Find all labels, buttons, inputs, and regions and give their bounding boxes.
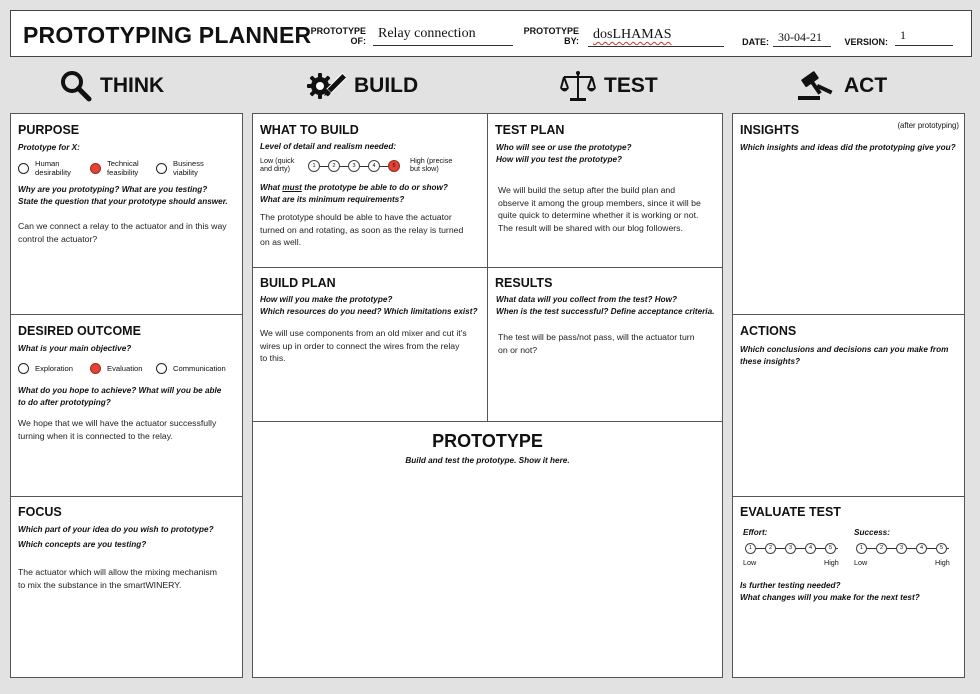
purpose-option-label-line: desirability: [35, 168, 71, 177]
purpose-option-label-line: feasibility: [107, 168, 139, 177]
results-title: RESULTS: [495, 276, 553, 290]
what-to-build-title: WHAT TO BUILD: [260, 123, 359, 137]
prototype-panel: [252, 421, 723, 678]
purpose-prototype-for: Prototype for X:: [18, 143, 80, 152]
what-to-build-level-question: Level of detail and realism needed:: [260, 142, 397, 151]
level-scale-option[interactable]: 2: [328, 160, 340, 172]
results-panel: [487, 267, 723, 422]
test-plan-title: TEST PLAN: [495, 123, 565, 137]
outcome-option-label: Exploration: [35, 364, 73, 373]
actions-question: [740, 344, 948, 368]
focus-panel: [10, 496, 243, 678]
purpose-answer[interactable]: [18, 220, 227, 245]
level-high-label-line: High (precise: [410, 156, 453, 165]
prototype-of-field[interactable]: Relay connection: [373, 26, 513, 46]
focus-answer-line: The actuator which will allow the mixing mechanism: [18, 567, 217, 577]
prototype-by-label-line1: PROTOTYPE: [523, 26, 579, 36]
test-plan-question-line: How will you test the prototype?: [496, 155, 622, 164]
desired-outcome-answer-line: turning when it is connected to the relay.: [18, 430, 173, 441]
test-plan-panel: [487, 113, 723, 268]
purpose-option-business[interactable]: [156, 159, 204, 177]
radio-circle: [156, 363, 167, 374]
radio-circle: [156, 163, 167, 174]
success-high-label: High: [935, 558, 950, 567]
actions-title: ACTIONS: [740, 324, 797, 338]
phase-build: [306, 70, 418, 102]
test-plan-answer-line: observe it among the group members, since it will be: [498, 197, 701, 208]
evaluate-test-title: EVALUATE TEST: [740, 505, 841, 519]
desired-outcome-question1: What is your main objective?: [18, 344, 132, 353]
results-question-line: What data will you collect from the test? How?: [496, 295, 678, 304]
purpose-option-label-line: viability: [173, 168, 198, 177]
test-plan-question-line: Who will see or use the prototype?: [496, 143, 632, 152]
magnifier-icon: [60, 70, 92, 102]
test-plan-question: [496, 142, 632, 166]
evaluate-test-question-line: Is further testing needed?: [740, 581, 841, 590]
actions-question-line: these insights?: [740, 357, 801, 366]
what-to-build-question-line2: What are its minimum requirements?: [260, 195, 405, 204]
phase-test: [560, 70, 658, 102]
effort-low-label: Low: [743, 558, 757, 567]
purpose-option-label-line: Business: [173, 159, 204, 168]
build-plan-title: BUILD PLAN: [260, 276, 336, 290]
phase-think-label: THINK: [100, 74, 165, 97]
success-label: Success:: [854, 528, 890, 537]
purpose-option-label: [173, 159, 204, 177]
purpose-answer-line: control the actuator?: [18, 233, 98, 244]
focus-answer[interactable]: [18, 566, 217, 591]
purpose-option-label-line: Technical: [107, 159, 139, 168]
success-scale-option[interactable]: 4: [916, 543, 927, 554]
level-scale-option[interactable]: 5: [388, 160, 400, 172]
build-plan-question-line: Which resources do you need? Which limitations exist?: [260, 307, 478, 316]
prototype-by-field[interactable]: [588, 27, 724, 47]
version-label: VERSION:: [844, 37, 888, 47]
desired-outcome-answer-line: We hope that we will have the actuator successfully: [18, 418, 217, 428]
build-plan-question-line: How will you make the prototype?: [260, 295, 393, 304]
desired-outcome-question2-line: to do after prototyping?: [18, 398, 111, 407]
prototype-subtitle: Build and test the prototype. Show it here.: [405, 456, 570, 465]
desired-outcome-question2-line: What do you hope to achieve? What will you be able: [18, 386, 222, 395]
what-to-build-question-line: [260, 182, 448, 194]
effort-label: Effort:: [743, 528, 768, 537]
level-scale-option[interactable]: 4: [368, 160, 380, 172]
focus-title: FOCUS: [18, 505, 62, 519]
page-title: PROTOTYPING PLANNER: [23, 22, 312, 48]
desired-outcome-panel: [10, 314, 243, 497]
effort-scale-option[interactable]: 3: [785, 543, 796, 554]
evaluate-test-panel: [732, 496, 965, 678]
date-field[interactable]: 30-04-21: [773, 30, 831, 47]
outcome-option-label: Communication: [173, 364, 226, 373]
focus-question1: Which part of your idea do you wish to prototype?: [18, 525, 214, 534]
effort-high-label: High: [824, 558, 839, 567]
success-scale-option[interactable]: 2: [876, 543, 887, 554]
success-scale-option[interactable]: 1: [856, 543, 867, 554]
prototype-title: PROTOTYPE: [432, 431, 543, 451]
outcome-option-communication[interactable]: [156, 363, 226, 374]
focus-question2: Which concepts are you testing?: [18, 540, 147, 549]
build-plan-panel: [252, 267, 488, 422]
success-low-label: Low: [854, 558, 868, 567]
actions-panel: [732, 314, 965, 497]
evaluate-test-question-line: What changes will you make for the next test?: [740, 593, 920, 602]
purpose-option-label-line: Human: [35, 159, 60, 168]
prototype-by-label: [517, 26, 579, 46]
gavel-icon: [796, 70, 836, 102]
insights-question: Which insights and ideas did the prototyping give you?: [740, 143, 956, 152]
insights-title: INSIGHTS: [740, 123, 800, 137]
radio-circle-selected: [90, 363, 101, 374]
effort-scale-option[interactable]: 2: [765, 543, 776, 554]
what-to-build-question: [260, 182, 448, 206]
purpose-answer-line: Can we connect a relay to the actuator and in this way: [18, 221, 227, 231]
level-low-label-line: and dirty): [260, 164, 290, 173]
prototype-of-label: [306, 26, 366, 46]
outcome-option-exploration[interactable]: [18, 363, 73, 374]
purpose-option-label: [35, 159, 71, 177]
outcome-option-label: Evaluation: [107, 364, 143, 373]
what-to-build-answer-line: on as well.: [260, 237, 302, 248]
level-high-label-line: but slow): [410, 164, 439, 173]
build-plan-question: [260, 294, 477, 318]
effort-scale-option[interactable]: 1: [745, 543, 756, 554]
what-to-build-question-line1: What must the prototype be able to do or show?: [260, 183, 448, 192]
phase-test-label: TEST: [604, 74, 658, 97]
phase-act: [796, 70, 887, 102]
prototype-of-label-line1: PROTOTYPE: [310, 26, 366, 36]
evaluate-test-question: [740, 580, 920, 604]
purpose-question-line: State the question that your prototype should answer.: [18, 197, 228, 206]
test-plan-answer[interactable]: [498, 184, 701, 234]
effort-scale-option[interactable]: 5: [825, 543, 836, 554]
radio-circle-selected: [90, 163, 101, 174]
phase-act-label: ACT: [844, 74, 888, 97]
purpose-panel: [10, 113, 243, 315]
gear-pencil-icon: [306, 70, 346, 102]
version-field[interactable]: 1: [895, 28, 953, 46]
date-label: DATE:: [742, 37, 769, 47]
build-plan-answer-line: wires up in order to connect the wires from the relay: [260, 340, 460, 351]
desired-outcome-answer[interactable]: [18, 417, 216, 442]
desired-outcome-question2: [18, 385, 221, 409]
desired-outcome-title: DESIRED OUTCOME: [18, 324, 141, 338]
what-to-build-answer-line: turned on and rotating, as soon as the relay is turned: [260, 224, 464, 235]
prototype-by-value: dosLHAMAS: [593, 27, 672, 42]
level-low-label: [260, 157, 294, 173]
prototype-of-label-line2: OF:: [350, 36, 366, 46]
results-answer-line: on or not?: [498, 344, 538, 355]
prototype-by-label-line2: BY:: [564, 36, 579, 46]
effort-scale-option[interactable]: 4: [805, 543, 816, 554]
outcome-option-evaluation[interactable]: [90, 363, 142, 374]
what-to-build-answer[interactable]: [260, 211, 463, 249]
test-plan-answer-line: We will build the setup after the build plan and: [498, 185, 676, 195]
phase-think: [60, 70, 164, 102]
header-bar: [10, 10, 972, 57]
test-plan-answer-line: quite quick to determine whether it is working or not.: [498, 210, 699, 221]
purpose-option-technical[interactable]: [90, 159, 139, 177]
what-to-build-answer-line: The prototype should be able to have the actuator: [260, 212, 452, 222]
what-to-build-panel: [252, 113, 488, 268]
test-plan-answer-line: The result will be shared with our blog followers.: [498, 222, 683, 233]
level-scale-option[interactable]: 1: [308, 160, 320, 172]
results-question: [496, 294, 714, 318]
purpose-option-label: [107, 159, 139, 177]
purpose-option-human[interactable]: [18, 159, 71, 177]
insights-panel: [732, 113, 965, 315]
results-question-line: When is the test successful? Define acceptance criteria.: [496, 307, 715, 316]
purpose-question-line: Why are you prototyping? What are you testing?: [18, 185, 208, 194]
build-plan-answer[interactable]: [260, 327, 467, 365]
success-scale-option[interactable]: 5: [936, 543, 947, 554]
level-scale-option[interactable]: 3: [348, 160, 360, 172]
results-answer-line: The test will be pass/not pass, will the actuator turn: [498, 332, 695, 342]
level-high-label: [410, 157, 452, 173]
purpose-question: [18, 184, 228, 208]
success-scale-option[interactable]: 3: [896, 543, 907, 554]
insights-note: (after prototyping): [897, 121, 959, 130]
phase-build-label: BUILD: [354, 74, 419, 97]
radio-circle: [18, 163, 29, 174]
level-low-label-line: Low (quick: [260, 156, 295, 165]
purpose-title: PURPOSE: [18, 123, 80, 137]
radio-circle: [18, 363, 29, 374]
actions-question-line: Which conclusions and decisions can you make from: [740, 345, 949, 354]
scales-icon: [560, 70, 596, 102]
build-plan-answer-line: to this.: [260, 353, 286, 364]
build-plan-answer-line: We will use components from an old mixer and cut it's: [260, 328, 467, 338]
results-answer[interactable]: [498, 331, 695, 356]
focus-answer-line: to mix the substance in the smartWINERY.: [18, 579, 182, 590]
